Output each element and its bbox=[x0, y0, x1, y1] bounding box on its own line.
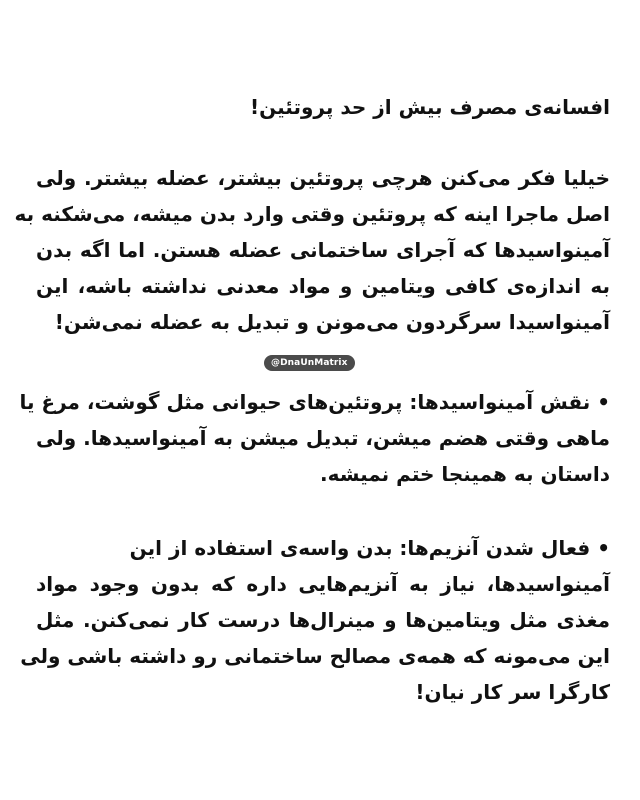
amino-line: • نقش آمینواسیدها: پروتئین‌های حیوانی مثل گوشت، مرغ یا bbox=[19, 390, 610, 414]
intro-line: آمینواسیدها که آجرای ساختمانی عضله هستن. اما اگه بدن bbox=[36, 238, 610, 262]
post-title: افسانه‌ی مصرف بیش از حد پروتئین! bbox=[250, 95, 610, 119]
enzyme-line: این می‌مونه که همه‌ی مصالح ساختمانی رو داشته باشی ولی bbox=[20, 644, 610, 668]
intro-line: خیلیا فکر می‌کنن هرچی پروتئین بیشتر، عضله بیشتر. ولی bbox=[36, 166, 610, 190]
post-title-block bbox=[36, 89, 610, 125]
intro-line: آمینواسیدا سرگردون می‌مونن و تبدیل به عضله نمی‌شن! bbox=[54, 310, 610, 334]
enzymes-paragraph bbox=[20, 530, 610, 710]
enzyme-line: مغذی مثل ویتامین‌ها و مینرال‌ها درست کار نمی‌کنن. مثل bbox=[36, 608, 610, 632]
amino-line: داستان به همینجا ختم نمیشه. bbox=[320, 462, 610, 486]
enzyme-line: آمینواسیدها، نیاز به آنزیم‌هایی داره که بدون وجود مواد bbox=[36, 572, 610, 596]
amino-line: ماهی وقتی هضم میشن، تبدیل میشن به آمینواسیدها. ولی bbox=[36, 426, 610, 450]
enzyme-line: • فعال شدن آنزیم‌ها: بدن واسه‌ی استفاده از این bbox=[129, 536, 610, 560]
intro-paragraph bbox=[14, 160, 610, 340]
intro-line: به اندازه‌ی کافی ویتامین و مواد معدنی نداشته باشه، این bbox=[36, 274, 610, 298]
enzyme-line: کارگرا سر کار نیان! bbox=[415, 680, 610, 704]
intro-line: اصل ماجرا اینه که پروتئین وقتی وارد بدن میشه، می‌شکنه به bbox=[14, 202, 610, 226]
watermark-badge: @DnaUnMatrix bbox=[264, 355, 355, 371]
amino-acids-paragraph bbox=[19, 384, 610, 492]
